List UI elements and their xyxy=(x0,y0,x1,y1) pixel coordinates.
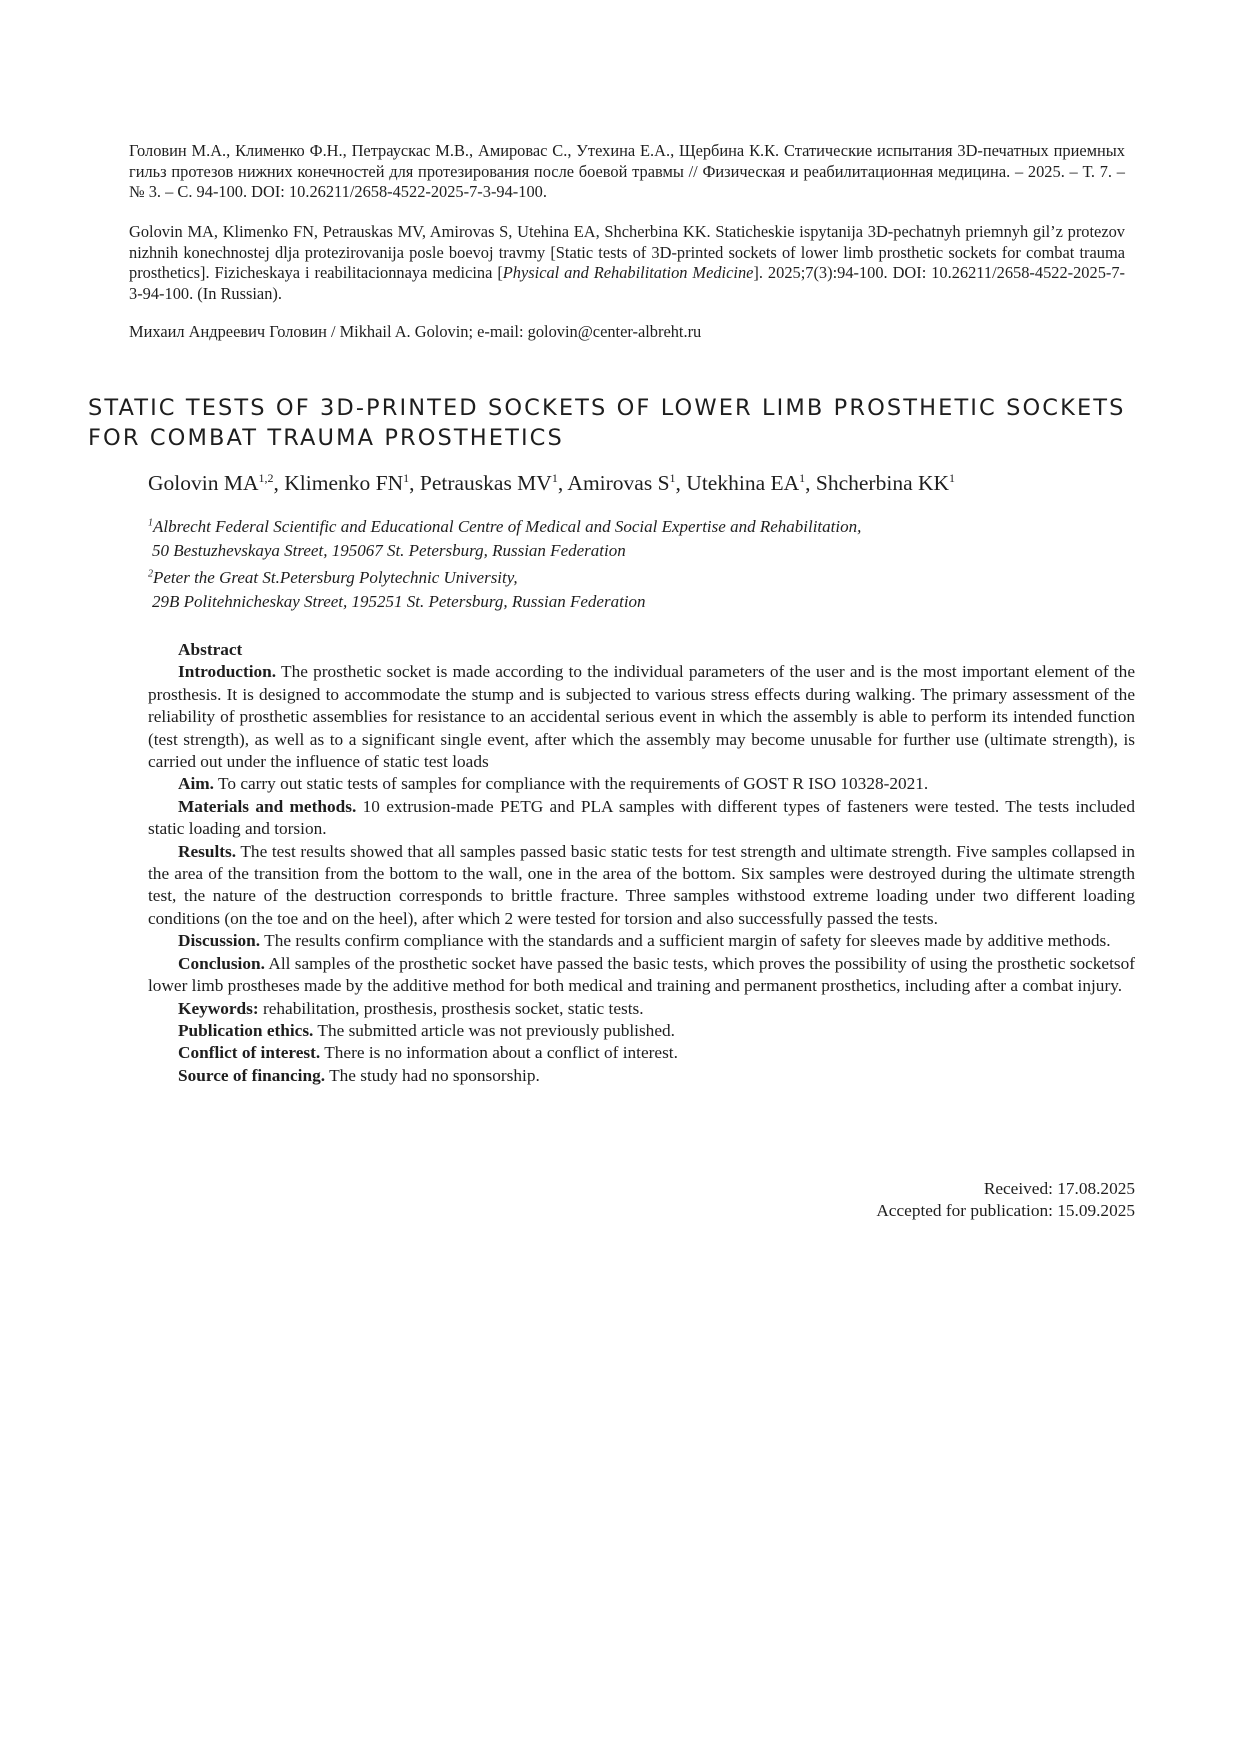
affiliation-mark: 2 xyxy=(148,568,153,580)
section-text: The results confirm compliance with the standards and a sufficient margin of safety for sleeves made by additive methods. xyxy=(264,931,1111,951)
section-text: The prosthetic socket is made according to the individual parameters of the user and is the most important element of the prosthesis. It is designed to accommodate the stump and is subjected to various stress effects during walking. The primary assessment of the reliability of prosthetic assemblies for resistance to an accidental serious event in which the assembly is able to perform its intended function (test strength), as well as to a significant single event, after which the assembly may become unusable for further use (ultimate strength), is carried out under the influence of static test loads xyxy=(148,662,1135,772)
abstract-keywords xyxy=(148,998,1135,1020)
section-label: Materials and methods. xyxy=(178,796,357,816)
affiliation-mark: 1 xyxy=(148,517,153,529)
abstract-methods xyxy=(148,796,1135,841)
section-text: 10 extrusion-made PETG and PLA samples with different types of fasteners were tested. The tests included static loading and torsion. xyxy=(148,796,1135,839)
section-text: The submitted article was not previously published. xyxy=(317,1020,675,1040)
section-label: Results. xyxy=(178,841,237,861)
author-affiliation-mark: 1 xyxy=(799,470,806,485)
section-label: Keywords: xyxy=(178,998,259,1018)
author-affiliation-mark: 1 xyxy=(669,470,676,485)
received-date: Received: 17.08.2025 xyxy=(983,1179,1135,1198)
abstract-heading: Abstract xyxy=(178,640,243,659)
section-text: To carry out static tests of samples for compliance with the requirements of GOST R ISO 10328-2021. xyxy=(218,774,929,794)
author-list xyxy=(148,469,955,497)
citation-english-tail: ]. 2025;7(3):94-100. DOI: 10.26211/2658-4522-2025-7-3-94-100. (In Russian). xyxy=(129,263,1126,303)
abstract-introduction xyxy=(148,661,1135,773)
section-text: The test results showed that all samples passed basic static tests for test strength and ultimate strength. Five samples collapsed in the area of the transition from the bottom to the wall, one in the area of the bottom. Six samples were destroyed during the ultimate strength test, the nature of the destruction corresponds to brittle fracture. Three samples withstood extreme loading under two different loading conditions (on the toe and on the heel), after which 2 were tested for torsion and also successfully passed the tests. xyxy=(148,841,1135,928)
abstract-discussion xyxy=(148,930,1135,952)
author-name: Golovin MA xyxy=(148,471,259,495)
abstract xyxy=(148,639,1135,1087)
author-affiliation-mark: 1 xyxy=(403,470,410,485)
article-title xyxy=(88,393,1148,453)
article-dates xyxy=(876,1178,1135,1223)
author-affiliation-mark: 1 xyxy=(551,470,558,485)
title-line-1: STATIC TESTS OF 3D-PRINTED SOCKETS OF LOWER LIMB PROSTHETIC SOCKETS xyxy=(88,395,1126,421)
affiliation-institution: Albrecht Federal Scientific and Educational Centre of Medical and Social Expertise and Rehabilitation, xyxy=(153,517,862,536)
author-name: Klimenko FN xyxy=(284,471,404,495)
author-affiliation-mark: 1 xyxy=(949,470,956,485)
section-text: The study had no sponsorship. xyxy=(329,1065,540,1085)
abstract-financing xyxy=(148,1065,1135,1087)
section-label: Conclusion. xyxy=(178,953,265,973)
author-name: Amirovas S xyxy=(567,471,670,495)
abstract-conflict xyxy=(148,1042,1135,1064)
author-affiliation-mark: 1,2 xyxy=(258,470,274,485)
author-separator: , xyxy=(273,471,285,495)
author-separator: , xyxy=(805,471,816,495)
citation-russian: Головин М.А., Клименко Ф.Н., Петраускас М.В., Амировас С., Утехина Е.А., Щербина К.К. Статические испытания 3D-печатных приемных гильз протезов нижних конечностей для протезирования после боевой травмы // Физическая и реабилитационная медицина. – 2025. – Т. 7. – № 3. – С. 94-100. DOI: 10.26211/2658-4522-2025-7-3-94-100. xyxy=(129,141,1125,201)
author-separator: , xyxy=(409,471,420,495)
section-label: Aim. xyxy=(178,774,214,794)
section-label: Conflict of interest. xyxy=(178,1043,321,1063)
author-name: Utekhina EA xyxy=(686,471,800,495)
section-label: Source of financing. xyxy=(178,1065,326,1085)
section-text: There is no information about a conflict of interest. xyxy=(324,1043,678,1063)
author-separator: , xyxy=(557,471,568,495)
section-label: Discussion. xyxy=(178,931,261,951)
affiliation-1 xyxy=(148,515,861,563)
affiliation-address: 50 Bestuzhevskaya Street, 195067 St. Petersburg, Russian Federation xyxy=(152,541,626,560)
citation-english-text: Golovin MA, Klimenko FN, Petrauskas MV, Amirovas S, Utehina EA, Shcherbina KK. Staticheskie ispytanija 3D-pechatnyh priemnyh gil’z protezov nizhnih konechnostej dlja protezirovanija posle boevoj travmy [Static tests of 3D-printed sockets of lower limb prosthetic sockets for combat trauma prosthetics]. Fizicheskaya i reabilitacionnaya medicina [ xyxy=(129,222,1125,282)
title-line-2: FOR COMBAT TRAUMA PROSTHETICS xyxy=(88,425,564,451)
author-separator: , xyxy=(675,471,687,495)
section-label: Publication ethics. xyxy=(178,1020,314,1040)
author-name: Petrauskas MV xyxy=(419,471,552,495)
affiliation-2 xyxy=(148,566,646,614)
abstract-results xyxy=(148,841,1135,931)
section-text: All samples of the prosthetic socket have passed the basic tests, which proves the possibility of using the prosthetic socketsof lower limb prostheses made by the additive method for both medical and training and permanent prosthetics, including after a combat injury. xyxy=(148,953,1135,996)
abstract-aim xyxy=(148,773,1135,795)
citation-english xyxy=(129,222,1125,304)
author-name: Shcherbina KK xyxy=(815,471,950,495)
section-text: rehabilitation, prosthesis, prosthesis socket, static tests. xyxy=(262,998,644,1018)
corresponding-author: Михаил Андреевич Головин / Mikhail A. Golovin; e-mail: golovin@center-albreht.ru xyxy=(129,322,702,341)
abstract-ethics xyxy=(148,1020,1135,1042)
affiliation-address: 29B Politehnicheskay Street, 195251 St. Petersburg, Russian Federation xyxy=(152,592,646,611)
section-label: Introduction. xyxy=(178,662,277,682)
affiliation-institution: Peter the Great St.Petersburg Polytechnic University, xyxy=(153,568,518,587)
citation-journal-title: Physical and Rehabilitation Medicine xyxy=(502,263,754,282)
abstract-conclusion xyxy=(148,953,1135,998)
accepted-date: Accepted for publication: 15.09.2025 xyxy=(876,1201,1135,1221)
